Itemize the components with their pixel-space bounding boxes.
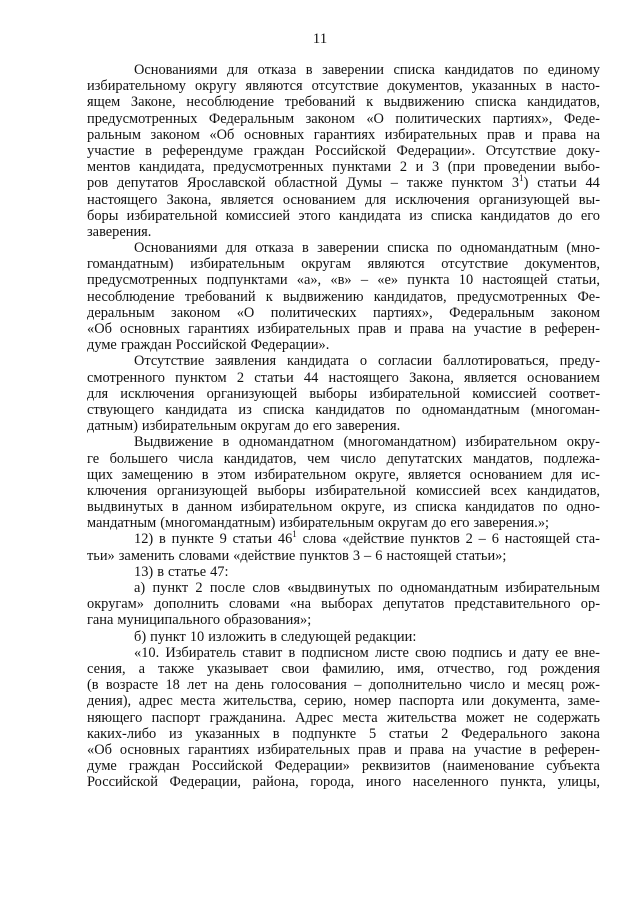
text-line: ментов кандидата, предусмотренных пунктами 2 и 3 (при проведении выбо- xyxy=(87,159,600,176)
text-line: 12) в пункте 9 статьи $46^1$ слова «действие пунктов 2 – 6 настоящей ста- xyxy=(134,529,600,548)
text-line: «10. Избиратель ставит в подписном листе свою подпись и дату ее вне- xyxy=(134,644,600,661)
text-line: Основаниями для отказа в заверении списка по одномандатным (мно- xyxy=(134,240,600,257)
text-line: Российской Федерации, района, города, иного населенного пункта, улицы, xyxy=(87,774,600,791)
text-line: думе граждан Российской Федерации». xyxy=(87,337,330,354)
text-line: «Об основных гарантиях избирательных прав и права на участие в референ- xyxy=(87,321,600,337)
text-line: Основаниями для отказа в заверении списка кандидатов по единому xyxy=(134,62,600,78)
text-line: настоящего Закона, является основанием для исключения организующей вы- xyxy=(87,191,600,208)
body-text xyxy=(87,62,600,790)
text-line: Выдвижение в одномандатном (многомандатном) избирательном окру- xyxy=(134,434,600,451)
text-line: ящем Законе, несоблюдение требований к выдвижению списка кандидатов, xyxy=(87,94,600,111)
text-line: дения), адрес места жительства, серию, номер паспорта или документа, заме- xyxy=(87,693,600,710)
text-line: гана муниципального образования»; xyxy=(87,612,312,629)
text-line: Отсутствие заявления кандидата о согласии баллотироваться, преду- xyxy=(134,353,600,370)
text-line: участие в референдуме граждан Российской Федерации». Отсутствие доку- xyxy=(87,142,600,159)
text-line: ров депутатов Ярославской областной Думы – также пунктом $3^1$) статьи 44 xyxy=(87,173,600,192)
text-line: 13) в статье 47: xyxy=(134,563,229,580)
text-line: боры избирательной комиссией этого кандидата из списка кандидатов до его xyxy=(87,207,600,224)
text-line: гомандатным) избирательным округам являются отсутствие документов, xyxy=(87,256,600,273)
text-line: б) пункт 10 изложить в следующей редакции: xyxy=(134,628,417,645)
text-line: (в возрасте 18 лет на день голосования – дополнительно число и месяц рож- xyxy=(87,677,600,694)
text-line: няющего паспорт гражданина. Адрес места жительства может не содержать xyxy=(87,709,600,726)
text-line: ге большего числа кандидатов, чем число депутатских мандатов, подлежа- xyxy=(87,450,600,467)
text-line: каких-либо из указанных в подпункте 5 статьи 2 Федерального закона xyxy=(87,725,600,742)
text-line: а) пункт 2 после слов «выдвинутых по одномандатным избирательным xyxy=(134,580,600,596)
text-line: мандатным (многомандатным) избирательным округам до его заверения.»; xyxy=(87,515,550,532)
text-line: для исключения организующей выборы избирательной комиссией соответ- xyxy=(87,385,600,402)
text-line: «Об основных гарантиях избирательных прав и права на участие в референ- xyxy=(87,741,600,758)
text-line: избирательному округу являются отсутствие документов, указанных в насто- xyxy=(87,78,600,95)
text-line: думе граждан Российской Федерации» реквизитов (наименование субъекта xyxy=(87,758,600,775)
text-line: округам» дополнить словами «на выборах депутатов представительного ор- xyxy=(87,596,600,613)
text-line: ральным законом «Об основных гарантиях избирательных прав и права на xyxy=(87,126,600,143)
text-line: предусмотренных Федеральным законом «О политических партиях», Феде- xyxy=(87,110,600,127)
text-line: предусмотренных подпунктами «а», «в» – «е» пункта 10 настоящей статьи, xyxy=(87,272,600,289)
text-line: щих замещению в этом избирательном округе, является основанием для ис- xyxy=(87,466,600,483)
page-number: 11 xyxy=(312,31,328,47)
text-line: ключения организующей выборы избирательной комиссией всех кандидатов, xyxy=(87,482,600,499)
text-line: смотренного пунктом 2 статьи 44 настоящего Закона, является основанием xyxy=(87,369,600,386)
text-line: деральным законом «О политических партиях», Федеральным законом xyxy=(87,304,600,321)
text-line: тьи» заменить словами «действие пунктов 3 – 6 настоящей статьи»; xyxy=(87,547,507,564)
text-line: заверения. xyxy=(87,223,152,240)
text-line: несоблюдение требований к выдвижению кандидатов, предусмотренных Фе- xyxy=(87,288,600,305)
text-line: датным) избирательным округам до его заверения. xyxy=(87,418,401,435)
text-line: сения, а также указывает свои фамилию, имя, отчество, год рождения xyxy=(87,660,600,677)
text-line: ствующего кандидата из списка кандидатов по одномандатным (многоман- xyxy=(87,401,600,418)
text-line: выдвинутых в данном избирательном округе, из списка кандидатов по одно- xyxy=(87,499,600,516)
